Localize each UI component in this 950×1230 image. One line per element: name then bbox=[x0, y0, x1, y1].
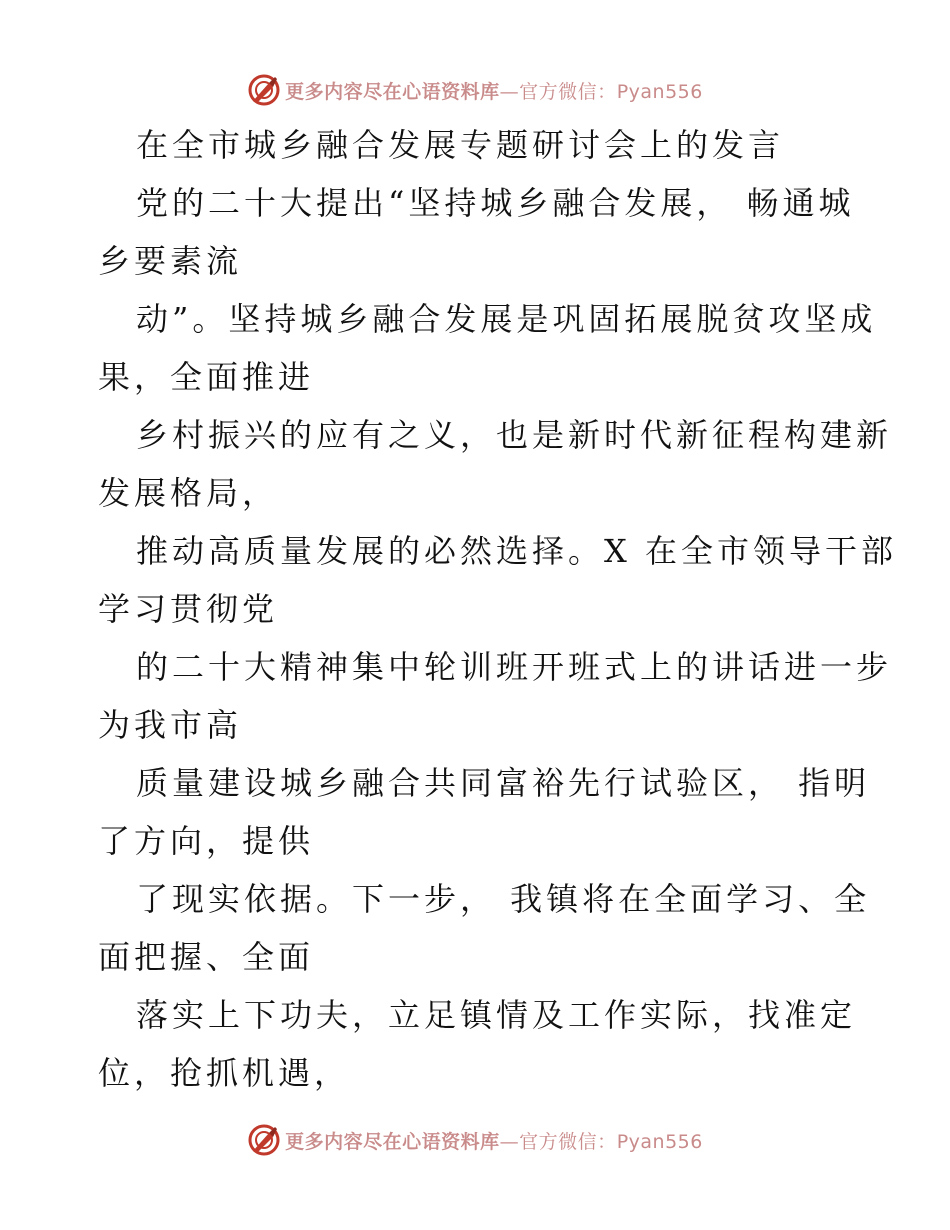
document-line: 面把握、全面 bbox=[98, 938, 315, 976]
document-line: 质量建设城乡融合共同富裕先行试验区， 指明 bbox=[136, 764, 871, 802]
watermark-separator: — bbox=[499, 80, 520, 103]
document-line: 乡村振兴的应有之义，也是新时代新征程构建新 bbox=[136, 416, 893, 454]
document-line: 乡要素流 bbox=[98, 242, 243, 280]
watermark-brand: 更多内容尽在心语资料库 bbox=[285, 1130, 500, 1153]
document-line: 了现实依据。下一步， 我镇将在全面学习、全 bbox=[136, 880, 871, 918]
document-line: 位，抢抓机遇， bbox=[98, 1054, 351, 1092]
document-line: 动”。坚持城乡融合发展是巩固拓展脱贫攻坚成 bbox=[136, 300, 877, 338]
document-line: 学习贯彻党 bbox=[98, 590, 279, 628]
document-line: 发展格局， bbox=[98, 474, 279, 512]
watermark-handle: Pyan556 bbox=[616, 80, 703, 103]
document-line: 在全市城乡融合发展专题研讨会上的发言 bbox=[136, 126, 785, 164]
watermark-brand: 更多内容尽在心语资料库 bbox=[285, 80, 500, 103]
pen-logo-icon bbox=[247, 1123, 281, 1157]
watermark-handle: Pyan556 bbox=[616, 1130, 703, 1153]
header-watermark bbox=[0, 70, 950, 110]
footer-watermark bbox=[0, 1120, 950, 1160]
document-line: 了方向，提供 bbox=[98, 822, 315, 860]
document-line: 推动高质量发展的必然选择。X 在全市领导干部 bbox=[136, 532, 897, 570]
watermark-separator: — bbox=[499, 1130, 520, 1153]
document-line: 党的二十大提出“坚持城乡融合发展， 畅通城 bbox=[136, 184, 855, 222]
document-line: 落实上下功夫，立足镇情及工作实际，找准定 bbox=[136, 996, 857, 1034]
pen-logo-icon bbox=[247, 73, 281, 107]
document-line: 果，全面推进 bbox=[98, 358, 315, 396]
watermark-contact-label: 官方微信： bbox=[519, 80, 617, 103]
watermark-contact-label: 官方微信： bbox=[519, 1130, 617, 1153]
document-line: 为我市高 bbox=[98, 706, 243, 744]
document-line: 的二十大精神集中轮训班开班式上的讲话进一步 bbox=[136, 648, 893, 686]
document-body bbox=[98, 116, 897, 1102]
